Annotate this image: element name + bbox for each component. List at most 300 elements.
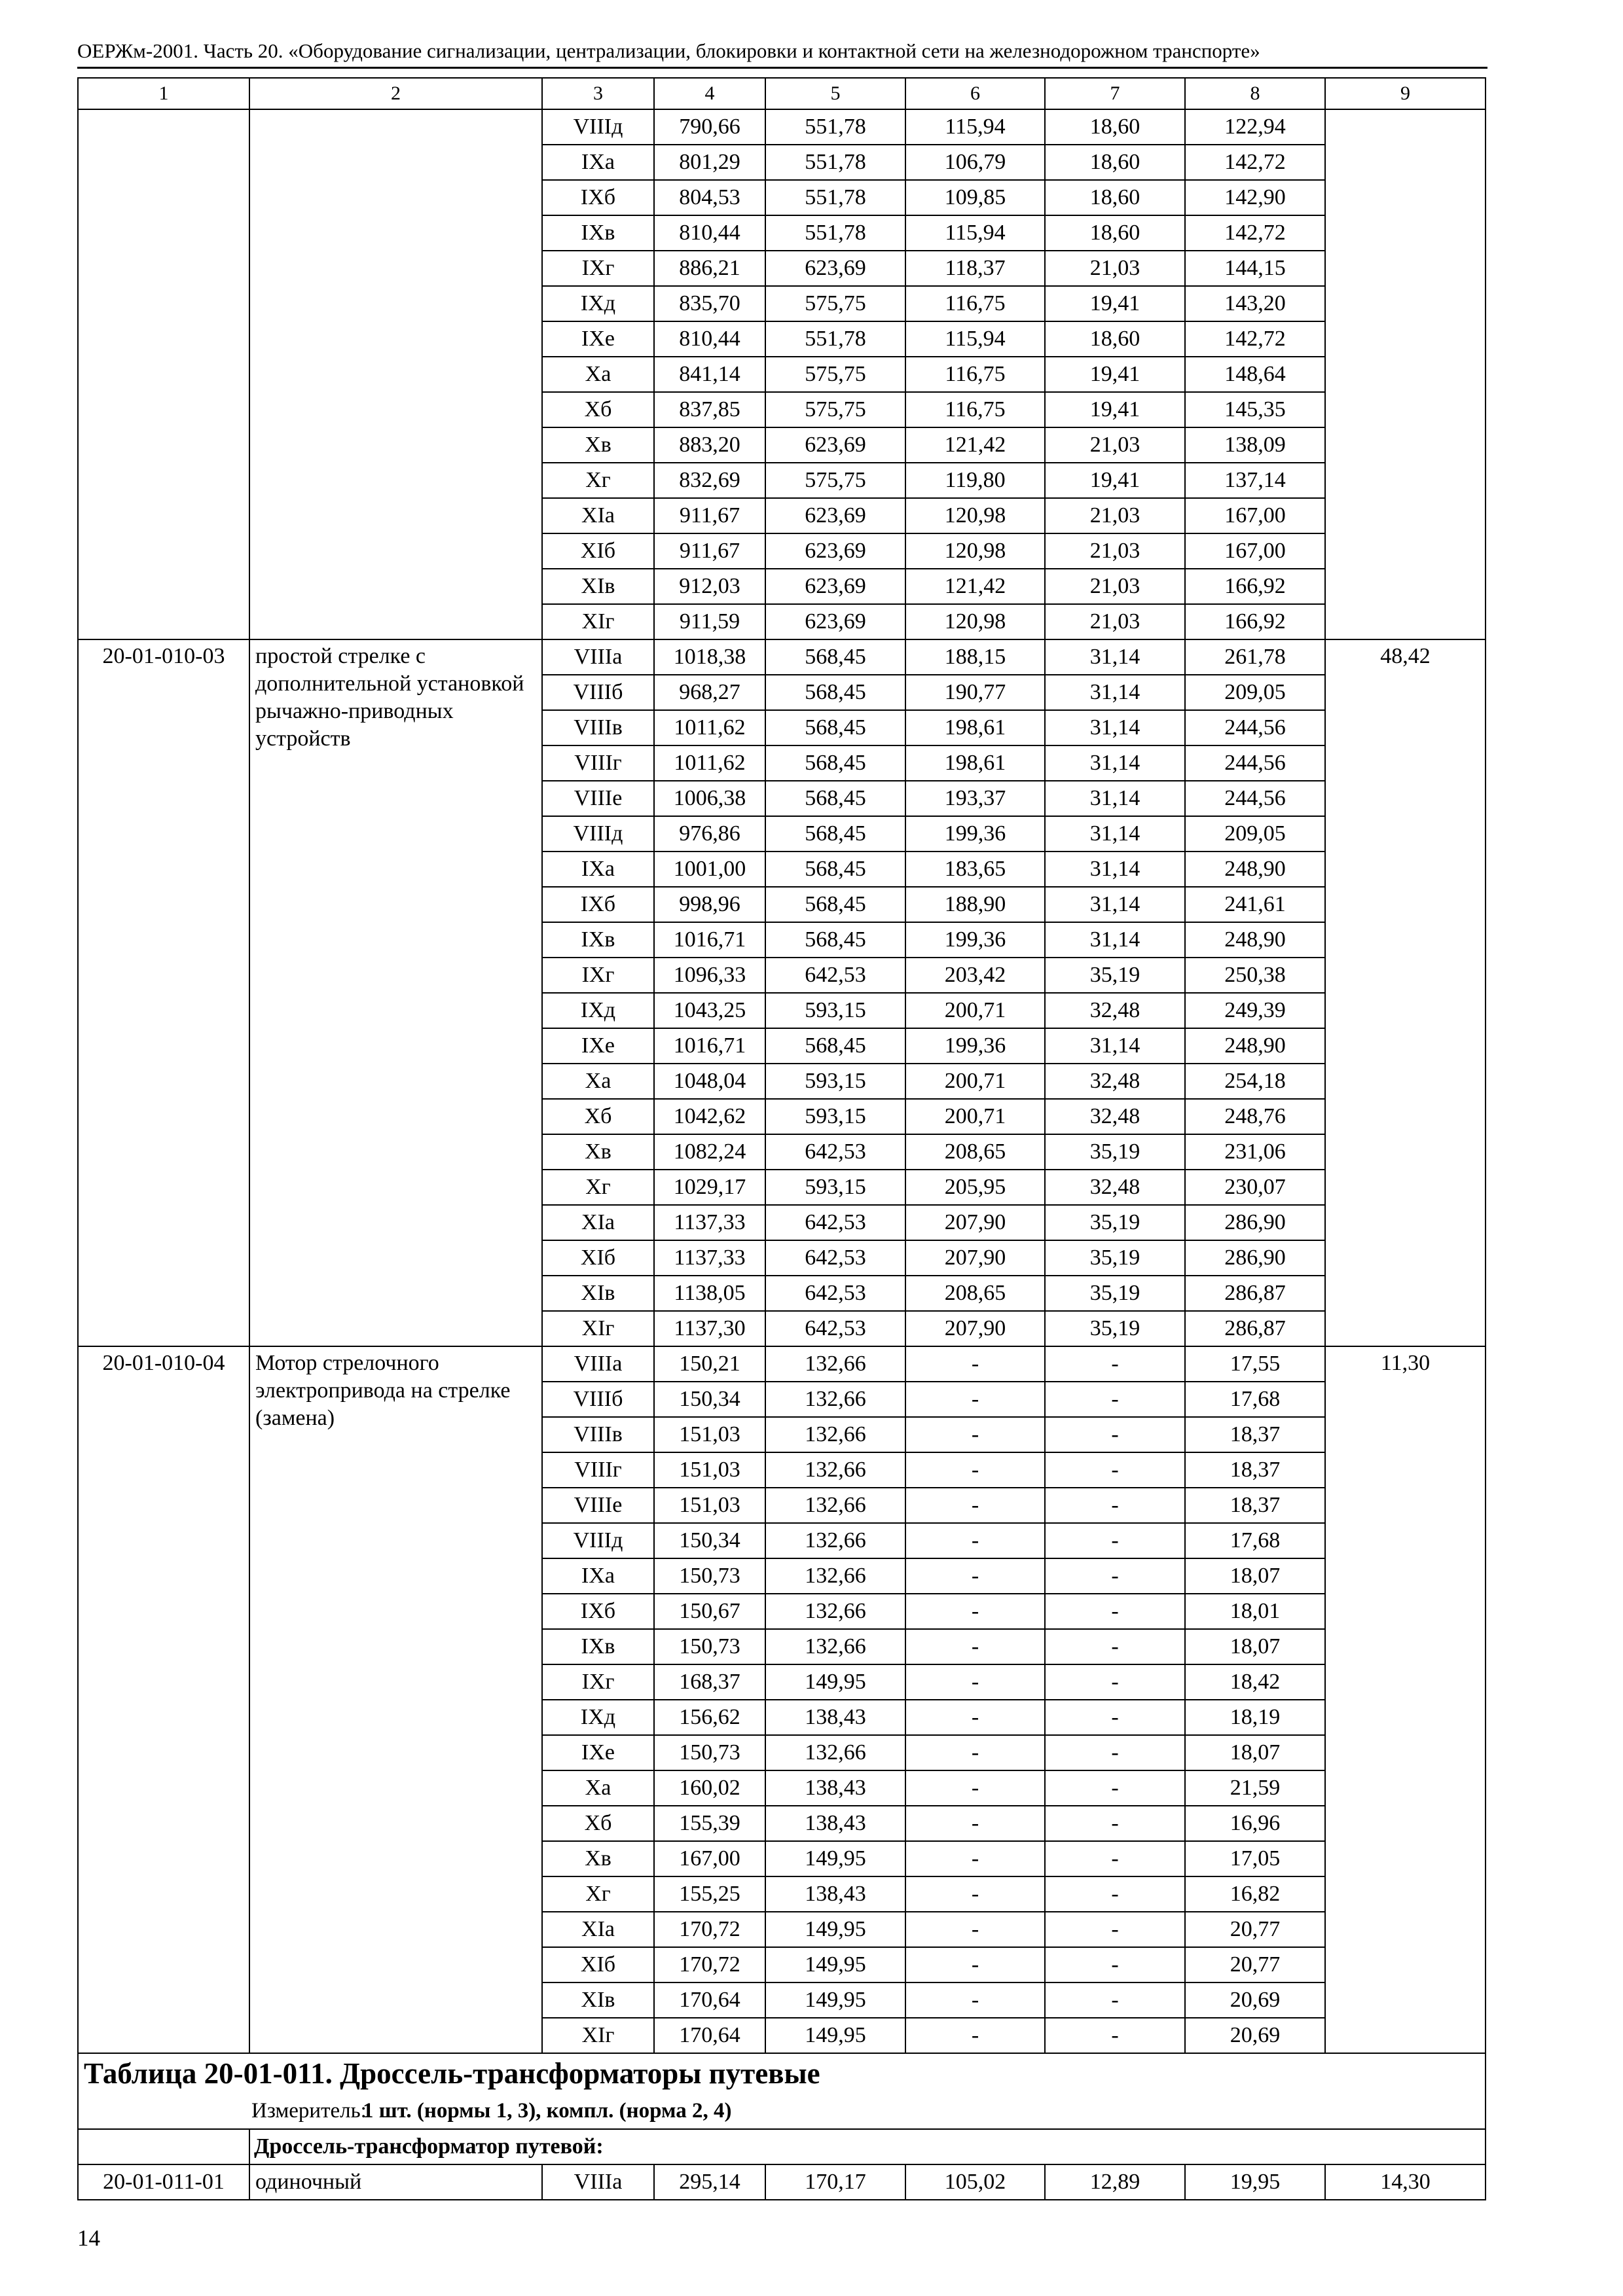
- region-cell: VIIIе: [542, 1488, 654, 1523]
- value-cell: 1016,71: [654, 922, 765, 958]
- value-cell: 138,09: [1185, 427, 1325, 463]
- value-cell: 17,55: [1185, 1346, 1325, 1382]
- column-number-row: [78, 78, 1486, 109]
- value-cell: -: [1045, 1806, 1185, 1841]
- value-cell: 18,60: [1045, 321, 1185, 357]
- value-cell: 150,73: [654, 1629, 765, 1664]
- value-cell: 575,75: [765, 286, 905, 321]
- value-cell: -: [1045, 1346, 1185, 1382]
- value-cell: 200,71: [905, 1064, 1045, 1099]
- value-cell: 18,60: [1045, 145, 1185, 180]
- region-cell: Xб: [542, 1806, 654, 1841]
- value-cell: 150,67: [654, 1594, 765, 1629]
- value-cell: 151,03: [654, 1452, 765, 1488]
- value-cell: 31,14: [1045, 781, 1185, 816]
- value-cell: 193,37: [905, 781, 1045, 816]
- value-cell: 17,68: [1185, 1382, 1325, 1417]
- value-cell: 21,03: [1045, 569, 1185, 604]
- region-cell: Xа: [542, 1770, 654, 1806]
- value-cell: -: [1045, 1629, 1185, 1664]
- region-cell: IXв: [542, 922, 654, 958]
- value-cell: 132,66: [765, 1452, 905, 1488]
- region-cell: Xв: [542, 1841, 654, 1876]
- value-cell: 1082,24: [654, 1134, 765, 1170]
- value-cell: -: [1045, 1735, 1185, 1770]
- value-cell: 155,25: [654, 1876, 765, 1912]
- norms-table: [77, 77, 1486, 2200]
- value-cell: 205,95: [905, 1170, 1045, 1205]
- value-cell: 142,72: [1185, 321, 1325, 357]
- value-cell: 115,94: [905, 109, 1045, 145]
- value-cell: 142,90: [1185, 180, 1325, 215]
- value-cell: 20,77: [1185, 1912, 1325, 1947]
- measure-label: Измеритель:: [251, 2099, 367, 2123]
- region-cell: VIIIг: [542, 745, 654, 781]
- value-cell: -: [1045, 1664, 1185, 1700]
- value-cell: 138,43: [765, 1770, 905, 1806]
- value-cell: 188,90: [905, 887, 1045, 922]
- page-number: 14: [77, 2225, 100, 2251]
- value-cell: 188,15: [905, 639, 1045, 675]
- value-cell: 21,03: [1045, 498, 1185, 533]
- value-cell: 132,66: [765, 1735, 905, 1770]
- region-cell: XIг: [542, 1311, 654, 1346]
- value-cell: 105,02: [905, 2164, 1045, 2200]
- value-cell: 168,37: [654, 1664, 765, 1700]
- value-cell: 568,45: [765, 781, 905, 816]
- value-cell: 1006,38: [654, 781, 765, 816]
- value-cell: 31,14: [1045, 922, 1185, 958]
- column-number: 3: [542, 78, 654, 109]
- value-cell: 132,66: [765, 1346, 905, 1382]
- value-cell: 32,48: [1045, 1064, 1185, 1099]
- region-cell: VIIIа: [542, 1346, 654, 1382]
- measure-value: 1 шт. (нормы 1, 3), компл. (норма 2, 4): [363, 2099, 732, 2123]
- value-cell: 18,60: [1045, 215, 1185, 251]
- value-cell: 122,94: [1185, 109, 1325, 145]
- value-cell: 832,69: [654, 463, 765, 498]
- value-cell: -: [905, 1770, 1045, 1806]
- region-cell: XIа: [542, 498, 654, 533]
- value-cell: 575,75: [765, 357, 905, 392]
- value-cell: 170,72: [654, 1912, 765, 1947]
- value-cell: 32,48: [1045, 1099, 1185, 1134]
- value-cell: -: [1045, 1947, 1185, 1982]
- value-cell: 568,45: [765, 852, 905, 887]
- region-cell: VIIIв: [542, 710, 654, 745]
- value-cell: -: [905, 1488, 1045, 1523]
- value-cell: 623,69: [765, 604, 905, 639]
- value-cell: 976,86: [654, 816, 765, 852]
- value-cell: 32,48: [1045, 993, 1185, 1028]
- region-cell: Xа: [542, 357, 654, 392]
- value-cell: 1029,17: [654, 1170, 765, 1205]
- value-cell: 18,19: [1185, 1700, 1325, 1735]
- value-cell: 886,21: [654, 251, 765, 286]
- value-cell: 568,45: [765, 816, 905, 852]
- value-cell: 144,15: [1185, 251, 1325, 286]
- group-heading-row: [78, 2129, 1486, 2164]
- value-cell: 1001,00: [654, 852, 765, 887]
- value-cell: -: [1045, 1876, 1185, 1912]
- value-cell: 149,95: [765, 2018, 905, 2053]
- value-cell: 167,00: [654, 1841, 765, 1876]
- value-cell: 209,05: [1185, 816, 1325, 852]
- norm-description-cell: простой стрелке с дополнительной установкой рычажно-приводных устройств: [249, 639, 542, 1346]
- value-cell: 642,53: [765, 1134, 905, 1170]
- region-cell: Xб: [542, 1099, 654, 1134]
- region-cell: XIв: [542, 1276, 654, 1311]
- value-cell: -: [905, 1558, 1045, 1594]
- value-cell: 150,34: [654, 1382, 765, 1417]
- value-cell: -: [1045, 2018, 1185, 2053]
- value-cell: 1138,05: [654, 1276, 765, 1311]
- value-cell: 968,27: [654, 675, 765, 710]
- value-cell: 160,02: [654, 1770, 765, 1806]
- value-cell: 149,95: [765, 1982, 905, 2018]
- region-cell: IXг: [542, 251, 654, 286]
- region-cell: Xг: [542, 1170, 654, 1205]
- value-cell: 568,45: [765, 710, 905, 745]
- value-cell: 642,53: [765, 1240, 905, 1276]
- value-cell: 244,56: [1185, 781, 1325, 816]
- value-cell: 19,41: [1045, 357, 1185, 392]
- norm-code-cell: 20-01-010-03: [78, 639, 249, 1346]
- value-cell: 183,65: [905, 852, 1045, 887]
- value-cell: 209,05: [1185, 675, 1325, 710]
- value-cell: 132,66: [765, 1594, 905, 1629]
- value-cell: 810,44: [654, 321, 765, 357]
- value-cell: 207,90: [905, 1240, 1045, 1276]
- region-cell: IXб: [542, 180, 654, 215]
- table-row: [78, 109, 1486, 145]
- value-cell: 170,64: [654, 1982, 765, 2018]
- value-cell: 623,69: [765, 251, 905, 286]
- value-cell: -: [1045, 1558, 1185, 1594]
- column-number: 8: [1185, 78, 1325, 109]
- value-cell: -: [905, 1417, 1045, 1452]
- value-cell: 137,14: [1185, 463, 1325, 498]
- region-cell: Xг: [542, 463, 654, 498]
- col9-cell: [1325, 109, 1486, 639]
- value-cell: 883,20: [654, 427, 765, 463]
- col9-cell: 14,30: [1325, 2164, 1486, 2200]
- value-cell: 911,59: [654, 604, 765, 639]
- value-cell: 254,18: [1185, 1064, 1325, 1099]
- value-cell: 911,67: [654, 533, 765, 569]
- table-row: [78, 639, 1486, 675]
- value-cell: 199,36: [905, 816, 1045, 852]
- value-cell: 203,42: [905, 958, 1045, 993]
- value-cell: 623,69: [765, 498, 905, 533]
- value-cell: 138,43: [765, 1700, 905, 1735]
- value-cell: 286,90: [1185, 1205, 1325, 1240]
- value-cell: 286,90: [1185, 1240, 1325, 1276]
- value-cell: 18,07: [1185, 1629, 1325, 1664]
- region-cell: IXб: [542, 1594, 654, 1629]
- value-cell: 810,44: [654, 215, 765, 251]
- value-cell: 1137,33: [654, 1240, 765, 1276]
- region-cell: IXг: [542, 1664, 654, 1700]
- value-cell: -: [1045, 1912, 1185, 1947]
- value-cell: 244,56: [1185, 745, 1325, 781]
- header-rule: [77, 67, 1487, 69]
- value-cell: 207,90: [905, 1205, 1045, 1240]
- value-cell: 149,95: [765, 1912, 905, 1947]
- value-cell: 35,19: [1045, 958, 1185, 993]
- region-cell: VIIIв: [542, 1417, 654, 1452]
- region-cell: IXв: [542, 215, 654, 251]
- value-cell: 35,19: [1045, 1276, 1185, 1311]
- region-cell: IXд: [542, 993, 654, 1028]
- region-cell: VIIIд: [542, 109, 654, 145]
- norm-code-cell: 20-01-010-04: [78, 1346, 249, 2053]
- value-cell: 248,90: [1185, 922, 1325, 958]
- value-cell: 248,90: [1185, 1028, 1325, 1064]
- value-cell: 244,56: [1185, 710, 1325, 745]
- value-cell: 18,42: [1185, 1664, 1325, 1700]
- value-cell: 20,69: [1185, 2018, 1325, 2053]
- value-cell: 156,62: [654, 1700, 765, 1735]
- region-cell: VIIIа: [542, 2164, 654, 2200]
- value-cell: 12,89: [1045, 2164, 1185, 2200]
- value-cell: 199,36: [905, 1028, 1045, 1064]
- region-cell: VIIIб: [542, 675, 654, 710]
- value-cell: 31,14: [1045, 852, 1185, 887]
- value-cell: 248,90: [1185, 852, 1325, 887]
- value-cell: 200,71: [905, 1099, 1045, 1134]
- value-cell: -: [905, 1629, 1045, 1664]
- value-cell: 166,92: [1185, 604, 1325, 639]
- measure-row: [78, 2093, 1486, 2129]
- value-cell: 116,75: [905, 392, 1045, 427]
- value-cell: 18,37: [1185, 1452, 1325, 1488]
- value-cell: -: [1045, 1452, 1185, 1488]
- value-cell: 120,98: [905, 533, 1045, 569]
- value-cell: -: [1045, 1841, 1185, 1876]
- region-cell: IXг: [542, 958, 654, 993]
- value-cell: 642,53: [765, 958, 905, 993]
- value-cell: 912,03: [654, 569, 765, 604]
- value-cell: 16,82: [1185, 1876, 1325, 1912]
- value-cell: 1016,71: [654, 1028, 765, 1064]
- value-cell: 166,92: [1185, 569, 1325, 604]
- value-cell: 148,64: [1185, 357, 1325, 392]
- value-cell: 998,96: [654, 887, 765, 922]
- value-cell: 551,78: [765, 145, 905, 180]
- value-cell: -: [1045, 1523, 1185, 1558]
- value-cell: -: [1045, 1594, 1185, 1629]
- value-cell: 250,38: [1185, 958, 1325, 993]
- value-cell: 1096,33: [654, 958, 765, 993]
- region-cell: XIг: [542, 2018, 654, 2053]
- value-cell: 145,35: [1185, 392, 1325, 427]
- value-cell: 568,45: [765, 675, 905, 710]
- value-cell: -: [905, 1664, 1045, 1700]
- value-cell: 18,37: [1185, 1488, 1325, 1523]
- value-cell: 18,07: [1185, 1735, 1325, 1770]
- value-cell: 121,42: [905, 569, 1045, 604]
- value-cell: 20,69: [1185, 1982, 1325, 2018]
- region-cell: IXб: [542, 887, 654, 922]
- norm-code-cell: 20-01-011-01: [78, 2164, 249, 2200]
- value-cell: 132,66: [765, 1382, 905, 1417]
- region-cell: IXв: [542, 1629, 654, 1664]
- value-cell: -: [905, 1982, 1045, 2018]
- norm-description-cell: Мотор стрелочного электропривода на стрелке (замена): [249, 1346, 542, 2053]
- region-cell: XIб: [542, 1947, 654, 1982]
- value-cell: 18,01: [1185, 1594, 1325, 1629]
- value-cell: 170,64: [654, 2018, 765, 2053]
- value-cell: 115,94: [905, 321, 1045, 357]
- value-cell: 837,85: [654, 392, 765, 427]
- value-cell: 207,90: [905, 1311, 1045, 1346]
- value-cell: 295,14: [654, 2164, 765, 2200]
- value-cell: 170,17: [765, 2164, 905, 2200]
- value-cell: 1137,33: [654, 1205, 765, 1240]
- value-cell: 623,69: [765, 533, 905, 569]
- region-cell: VIIIб: [542, 1382, 654, 1417]
- value-cell: 106,79: [905, 145, 1045, 180]
- value-cell: 121,42: [905, 427, 1045, 463]
- region-cell: IXа: [542, 1558, 654, 1594]
- value-cell: -: [905, 1735, 1045, 1770]
- value-cell: 551,78: [765, 215, 905, 251]
- value-cell: 143,20: [1185, 286, 1325, 321]
- value-cell: 241,61: [1185, 887, 1325, 922]
- value-cell: -: [905, 1523, 1045, 1558]
- value-cell: -: [905, 1382, 1045, 1417]
- value-cell: 20,77: [1185, 1947, 1325, 1982]
- value-cell: 190,77: [905, 675, 1045, 710]
- value-cell: 18,37: [1185, 1417, 1325, 1452]
- value-cell: 1011,62: [654, 710, 765, 745]
- value-cell: -: [1045, 1417, 1185, 1452]
- value-cell: 31,14: [1045, 710, 1185, 745]
- region-cell: VIIIд: [542, 816, 654, 852]
- value-cell: -: [1045, 1700, 1185, 1735]
- value-cell: 21,59: [1185, 1770, 1325, 1806]
- value-cell: 132,66: [765, 1488, 905, 1523]
- value-cell: -: [905, 1346, 1045, 1382]
- value-cell: 208,65: [905, 1276, 1045, 1311]
- value-cell: 551,78: [765, 109, 905, 145]
- value-cell: 132,66: [765, 1417, 905, 1452]
- value-cell: 835,70: [654, 286, 765, 321]
- value-cell: -: [905, 1594, 1045, 1629]
- region-cell: IXе: [542, 1735, 654, 1770]
- value-cell: 593,15: [765, 1170, 905, 1205]
- column-number: 4: [654, 78, 765, 109]
- norm-description-cell: одиночный: [249, 2164, 542, 2200]
- value-cell: 21,03: [1045, 533, 1185, 569]
- value-cell: 804,53: [654, 180, 765, 215]
- value-cell: 568,45: [765, 639, 905, 675]
- value-cell: -: [905, 1806, 1045, 1841]
- value-cell: 116,75: [905, 286, 1045, 321]
- value-cell: 150,73: [654, 1735, 765, 1770]
- region-cell: XIб: [542, 1240, 654, 1276]
- region-cell: XIа: [542, 1205, 654, 1240]
- region-cell: XIб: [542, 533, 654, 569]
- value-cell: 642,53: [765, 1205, 905, 1240]
- value-cell: -: [1045, 1488, 1185, 1523]
- value-cell: 31,14: [1045, 675, 1185, 710]
- value-cell: 248,76: [1185, 1099, 1325, 1134]
- value-cell: 593,15: [765, 1064, 905, 1099]
- value-cell: 568,45: [765, 922, 905, 958]
- value-cell: 623,69: [765, 427, 905, 463]
- value-cell: 286,87: [1185, 1311, 1325, 1346]
- group-heading-spacer: [78, 2129, 249, 2164]
- region-cell: Xг: [542, 1876, 654, 1912]
- value-cell: 109,85: [905, 180, 1045, 215]
- value-cell: 801,29: [654, 145, 765, 180]
- table-row: [78, 2164, 1486, 2200]
- measure-cell: [78, 2093, 1486, 2129]
- value-cell: 132,66: [765, 1629, 905, 1664]
- table-title: Таблица 20-01-011. Дроссель-трансформаторы путевые: [78, 2053, 1486, 2093]
- value-cell: 138,43: [765, 1806, 905, 1841]
- value-cell: 149,95: [765, 1947, 905, 1982]
- value-cell: 35,19: [1045, 1205, 1185, 1240]
- value-cell: 151,03: [654, 1488, 765, 1523]
- value-cell: 35,19: [1045, 1240, 1185, 1276]
- value-cell: 167,00: [1185, 498, 1325, 533]
- table-title-row: [78, 2053, 1486, 2093]
- value-cell: 249,39: [1185, 993, 1325, 1028]
- value-cell: 198,61: [905, 710, 1045, 745]
- region-cell: XIв: [542, 1982, 654, 2018]
- value-cell: 551,78: [765, 321, 905, 357]
- value-cell: 150,34: [654, 1523, 765, 1558]
- value-cell: 18,60: [1045, 109, 1185, 145]
- value-cell: 115,94: [905, 215, 1045, 251]
- value-cell: 35,19: [1045, 1311, 1185, 1346]
- value-cell: 18,60: [1045, 180, 1185, 215]
- region-cell: VIIIе: [542, 781, 654, 816]
- col9-cell: 11,30: [1325, 1346, 1486, 2053]
- value-cell: 31,14: [1045, 639, 1185, 675]
- value-cell: 1043,25: [654, 993, 765, 1028]
- value-cell: 199,36: [905, 922, 1045, 958]
- value-cell: 142,72: [1185, 215, 1325, 251]
- value-cell: 116,75: [905, 357, 1045, 392]
- value-cell: -: [905, 2018, 1045, 2053]
- value-cell: -: [905, 1947, 1045, 1982]
- value-cell: 19,41: [1045, 286, 1185, 321]
- value-cell: 35,19: [1045, 1134, 1185, 1170]
- value-cell: 261,78: [1185, 639, 1325, 675]
- value-cell: 198,61: [905, 745, 1045, 781]
- value-cell: 132,66: [765, 1523, 905, 1558]
- value-cell: 790,66: [654, 109, 765, 145]
- value-cell: 149,95: [765, 1664, 905, 1700]
- value-cell: 642,53: [765, 1276, 905, 1311]
- value-cell: 142,72: [1185, 145, 1325, 180]
- value-cell: 200,71: [905, 993, 1045, 1028]
- region-cell: Xв: [542, 427, 654, 463]
- value-cell: 138,43: [765, 1876, 905, 1912]
- group-heading: Дроссель-трансформатор путевой:: [249, 2129, 1486, 2164]
- value-cell: 19,41: [1045, 392, 1185, 427]
- value-cell: 231,06: [1185, 1134, 1325, 1170]
- value-cell: 623,69: [765, 569, 905, 604]
- value-cell: 31,14: [1045, 745, 1185, 781]
- value-cell: 150,73: [654, 1558, 765, 1594]
- value-cell: 841,14: [654, 357, 765, 392]
- value-cell: 1137,30: [654, 1311, 765, 1346]
